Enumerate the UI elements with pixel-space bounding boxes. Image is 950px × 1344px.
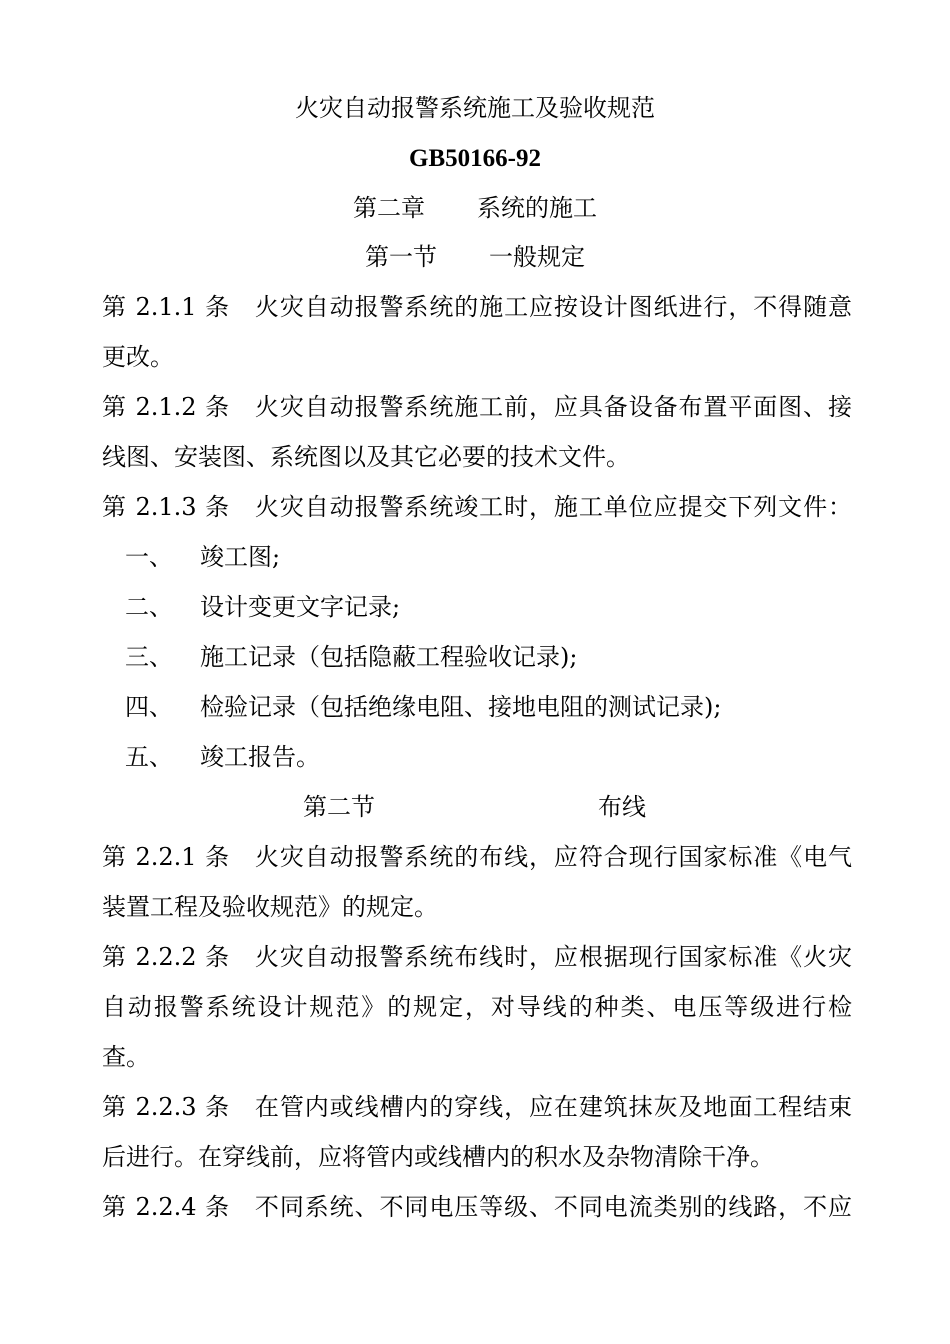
list-item-text: 竣工报告。 <box>200 743 320 771</box>
standard-code: GB50166-92 <box>409 145 541 172</box>
paragraph-line: 第 2.2.3 条 在管内或线槽内的穿线，应在建筑抹灰及地面工程结束 <box>102 1093 852 1121</box>
chapter-heading <box>0 193 950 223</box>
list-item-number: 四、 <box>125 693 173 721</box>
paragraph-line: 第 2.2.2 条 火灾自动报警系统布线时，应根据现行国家标准《火灾 <box>102 943 852 971</box>
list-item-number: 二、 <box>125 593 173 621</box>
list-item-number: 三、 <box>125 643 173 671</box>
list-item-text: 设计变更文字记录; <box>200 593 401 621</box>
chapter-name: 系统的施工 <box>477 194 597 222</box>
list-item-text: 检验记录（包括绝缘电阻、接地电阻的测试记录); <box>200 693 722 721</box>
paragraph-line: 第 2.1.3 条 火灾自动报警系统竣工时，施工单位应提交下列文件： <box>102 493 852 521</box>
list-item-number: 五、 <box>125 743 173 771</box>
paragraph-line: 后进行。在穿线前，应将管内或线槽内的积水及杂物清除干净。 <box>102 1143 774 1171</box>
section-name: 布线 <box>598 793 646 821</box>
section-number: 第二节 <box>303 793 375 821</box>
list-item-text: 施工记录（包括隐蔽工程验收记录); <box>200 643 578 671</box>
paragraph-line: 线图、安装图、系统图以及其它必要的技术文件。 <box>102 443 630 471</box>
section-heading-1 <box>0 242 950 272</box>
paragraph-line: 装置工程及验收规范》的规定。 <box>102 893 438 921</box>
list-item-number: 一、 <box>125 543 173 571</box>
paragraph-line: 自动报警系统设计规范》的规定，对导线的种类、电压等级进行检 <box>102 993 852 1021</box>
paragraph-line: 第 2.2.1 条 火灾自动报警系统的布线，应符合现行国家标准《电气 <box>102 843 852 871</box>
chapter-number: 第二章 <box>353 194 425 222</box>
document-title: 火灾自动报警系统施工及验收规范 <box>295 94 655 122</box>
paragraph-line: 第 2.2.4 条 不同系统、不同电压等级、不同电流类别的线路，不应 <box>102 1193 852 1221</box>
paragraph-line: 第 2.1.1 条 火灾自动报警系统的施工应按设计图纸进行，不得随意 <box>102 293 852 321</box>
paragraph-line: 查。 <box>102 1043 150 1071</box>
section-number: 第一节 <box>365 243 437 271</box>
paragraph-line: 第 2.1.2 条 火灾自动报警系统施工前，应具备设备布置平面图、接 <box>102 393 852 421</box>
section-name: 一般规定 <box>489 243 585 271</box>
list-item-text: 竣工图; <box>200 543 281 571</box>
paragraph-line: 更改。 <box>102 343 174 371</box>
